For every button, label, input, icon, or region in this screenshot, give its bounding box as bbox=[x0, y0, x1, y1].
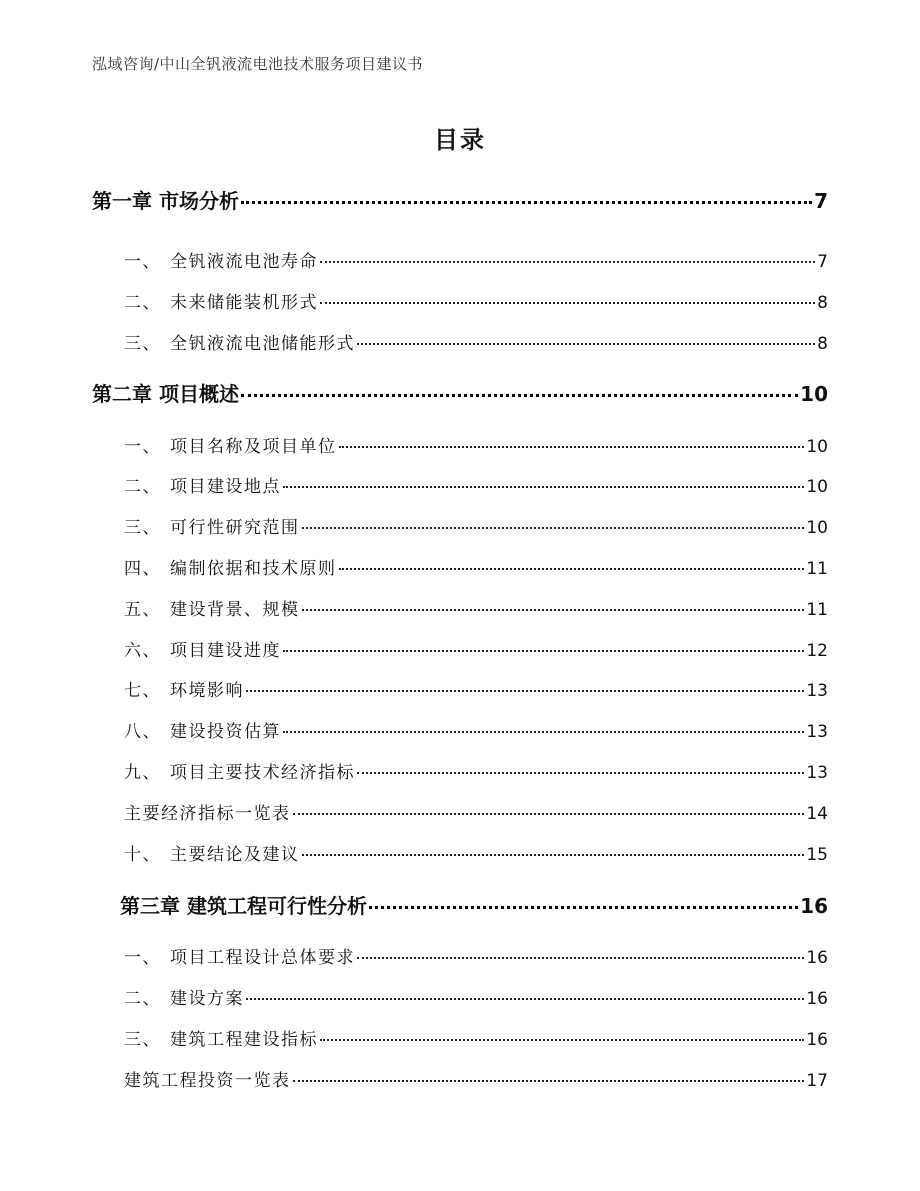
toc-page: 17 bbox=[806, 1071, 828, 1091]
toc-label: 建筑工程建设指标 bbox=[170, 1030, 318, 1050]
toc-page: 10 bbox=[806, 437, 828, 457]
toc-section[interactable] bbox=[124, 432, 828, 457]
toc-page: 10 bbox=[800, 382, 828, 406]
toc-page: 13 bbox=[806, 681, 828, 701]
dot-leader bbox=[302, 609, 805, 611]
toc-number: 十、 bbox=[124, 845, 161, 865]
toc-section[interactable] bbox=[124, 717, 828, 742]
dot-leader bbox=[293, 813, 805, 815]
dot-leader bbox=[293, 1080, 805, 1082]
dot-leader bbox=[320, 261, 815, 263]
dot-leader bbox=[283, 650, 804, 652]
toc-section[interactable] bbox=[124, 984, 828, 1009]
toc-section[interactable] bbox=[124, 329, 828, 354]
toc-label: 环境影响 bbox=[170, 681, 244, 701]
toc-page: 16 bbox=[800, 894, 828, 918]
dot-leader bbox=[357, 343, 815, 345]
toc-page: 10 bbox=[806, 518, 828, 538]
dot-leader bbox=[283, 486, 804, 488]
toc-label: 主要经济指标一览表 bbox=[124, 804, 291, 824]
dot-leader bbox=[302, 854, 805, 856]
toc-section[interactable] bbox=[124, 595, 828, 620]
toc-chapter-3[interactable] bbox=[120, 890, 828, 919]
toc-section[interactable] bbox=[124, 758, 828, 783]
toc-table-entry[interactable] bbox=[124, 799, 828, 824]
toc-section[interactable] bbox=[124, 943, 828, 968]
toc-page: 11 bbox=[806, 559, 828, 579]
toc-number: 二、 bbox=[124, 989, 161, 1009]
toc-page: 16 bbox=[806, 1030, 828, 1050]
toc-label: 项目名称及项目单位 bbox=[170, 437, 337, 457]
toc-label: 项目工程设计总体要求 bbox=[170, 948, 355, 968]
toc-number: 一、 bbox=[124, 252, 161, 272]
toc-number: 三、 bbox=[124, 518, 161, 538]
toc-page: 11 bbox=[806, 600, 828, 620]
toc-number: 八、 bbox=[124, 722, 161, 742]
toc-page: 13 bbox=[806, 722, 828, 742]
toc-label: 全钒液流电池储能形式 bbox=[170, 334, 355, 354]
toc-label: 未来储能装机形式 bbox=[170, 293, 318, 313]
toc-label: 主要结论及建议 bbox=[170, 845, 300, 865]
toc-label: 项目主要技术经济指标 bbox=[170, 763, 355, 783]
toc-section[interactable] bbox=[124, 554, 828, 579]
toc-page: 8 bbox=[817, 334, 828, 354]
toc-label: 项目建设进度 bbox=[170, 641, 281, 661]
toc-number: 二、 bbox=[124, 293, 161, 313]
toc-label: 第一章 市场分析 bbox=[92, 189, 239, 213]
toc-section[interactable] bbox=[124, 1025, 828, 1050]
toc-number: 九、 bbox=[124, 763, 161, 783]
dot-leader bbox=[246, 998, 804, 1000]
dot-leader bbox=[320, 302, 815, 304]
dot-leader bbox=[302, 527, 805, 529]
toc-page: 15 bbox=[806, 845, 828, 865]
toc-page: 8 bbox=[817, 293, 828, 313]
toc-label: 编制依据和技术原则 bbox=[170, 559, 337, 579]
dot-leader bbox=[357, 772, 804, 774]
toc-number: 四、 bbox=[124, 559, 161, 579]
toc-section[interactable] bbox=[124, 513, 828, 538]
toc-page: 7 bbox=[814, 189, 828, 213]
toc-page: 12 bbox=[806, 641, 828, 661]
toc-page: 7 bbox=[817, 252, 828, 272]
toc-label: 项目建设地点 bbox=[170, 477, 281, 497]
toc-section[interactable] bbox=[124, 472, 828, 497]
toc-label: 可行性研究范围 bbox=[170, 518, 300, 538]
document-header: 泓域咨询/中山全钒液流电池技术服务项目建议书 bbox=[92, 55, 424, 73]
toc-label: 第二章 项目概述 bbox=[92, 382, 239, 406]
toc-label: 全钒液流电池寿命 bbox=[170, 252, 318, 272]
dot-leader bbox=[369, 906, 798, 909]
toc-number: 三、 bbox=[124, 1030, 161, 1050]
dot-leader bbox=[246, 690, 804, 692]
toc-section[interactable] bbox=[124, 288, 828, 313]
toc-label: 第三章 建筑工程可行性分析 bbox=[120, 894, 367, 918]
toc-section[interactable] bbox=[124, 636, 828, 661]
toc-number: 一、 bbox=[124, 948, 161, 968]
toc-label: 建筑工程投资一览表 bbox=[124, 1071, 291, 1091]
dot-leader bbox=[241, 201, 812, 204]
toc-table-entry[interactable] bbox=[124, 1066, 828, 1091]
toc-section[interactable] bbox=[124, 247, 828, 272]
dot-leader bbox=[357, 957, 804, 959]
toc-number: 六、 bbox=[124, 641, 161, 661]
toc-page: 14 bbox=[806, 804, 828, 824]
toc-number: 五、 bbox=[124, 600, 161, 620]
toc-page: 16 bbox=[806, 989, 828, 1009]
dot-leader bbox=[283, 731, 804, 733]
toc-number: 三、 bbox=[124, 334, 161, 354]
dot-leader bbox=[241, 394, 798, 397]
toc-label: 建设投资估算 bbox=[170, 722, 281, 742]
toc-section[interactable] bbox=[124, 676, 828, 701]
toc-number: 一、 bbox=[124, 437, 161, 457]
dot-leader bbox=[339, 568, 805, 570]
toc-number: 二、 bbox=[124, 477, 161, 497]
toc-label: 建设背景、规模 bbox=[170, 600, 300, 620]
toc-page: 10 bbox=[806, 477, 828, 497]
dot-leader bbox=[320, 1039, 804, 1041]
toc-label: 建设方案 bbox=[170, 989, 244, 1009]
toc-section[interactable] bbox=[124, 840, 828, 865]
toc-page: 13 bbox=[806, 763, 828, 783]
dot-leader bbox=[339, 446, 805, 448]
toc-chapter-2[interactable] bbox=[92, 378, 828, 407]
toc-page: 16 bbox=[806, 948, 828, 968]
toc-title: 目录 bbox=[434, 126, 486, 154]
toc-number: 七、 bbox=[124, 681, 161, 701]
toc-chapter-1[interactable] bbox=[92, 185, 828, 214]
